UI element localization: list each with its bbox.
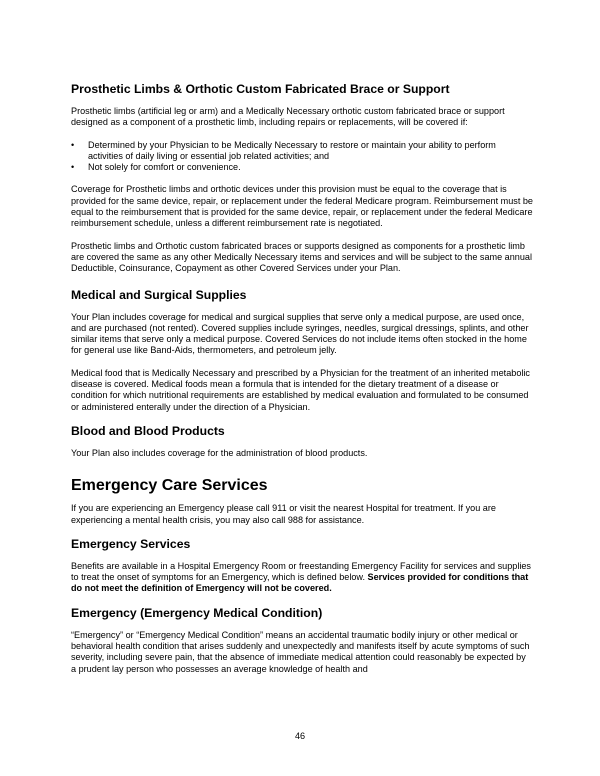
section-heading-prosthetic: Prosthetic Limbs & Orthotic Custom Fabricated Brace or Support xyxy=(71,82,450,96)
paragraph-prosthetic-cost-sharing: Prosthetic limbs and Orthotic custom fabricated braces or supports designed as components for a prosthetic limb are covered the same as any other Medically Necessary items and services and will be subject to the same annual Deductible, Coinsurance, Copayment as other Covered Services under your Plan. xyxy=(71,240,532,274)
paragraph-emergency-condition: “Emergency” or “Emergency Medical Condition” means an accidental traumatic bodily injury or other medical or behavioral health condition that arises suddenly and unexpectedly and manifests itself by acute symptoms of such severity, including severe pain, that the absence of immediate medical attention could reasonably be expected by a prudent lay person who possesses an average knowledge of health and xyxy=(71,629,530,674)
document-page xyxy=(71,82,533,686)
bullet-icon: • xyxy=(71,162,75,173)
paragraph-prosthetic-coverage: Coverage for Prosthetic limbs and orthotic devices under this provision must be equal to the coverage that is provided for the same device, repair, or replacement under the federal Medicare program. Reimbursement must be equal to the reimbursement that is provided for the same device, repair, or replacement under the federal Medicare reimbursement schedule, unless a different reimbursement rate is negotiated. xyxy=(71,184,533,229)
section-heading-emergency-condition: Emergency (Emergency Medical Condition) xyxy=(71,605,323,620)
paragraph-emergency-care: If you are experiencing an Emergency please call 911 or visit the nearest Hospital for treatment. If you are experiencing a mental health crisis, you may also call 988 for assistance. xyxy=(71,503,496,525)
list-item-text: Not solely for comfort or convenience. xyxy=(88,162,241,173)
paragraph-prosthetic-intro: Prosthetic limbs (artificial leg or arm) and a Medically Necessary orthotic custom fabricated brace or support designed as a component of a prosthetic limb, including repairs or replacements, will be covered if: xyxy=(71,106,505,128)
list-item xyxy=(71,140,533,163)
page-number: 46 xyxy=(294,731,306,741)
paragraph-medical-supplies: Your Plan includes coverage for medical and surgical supplies that serve only a medical purpose, are used once, and are purchased (not rented). Covered supplies include syringes, needles, surgical dressings, splints, and other similar items that serve only a medical purpose. Covered Services do not include items often stocked in the home for general use like Band-Aids, thermometers, and petroleum jelly. xyxy=(71,311,529,356)
paragraph-emergency-services-text: Benefits are available in a Hospital Emergency Room or freestanding Emergency Facility for services and supplies to treat the onset of symptoms for an Emergency, which is defined below. xyxy=(71,560,531,583)
paragraph-blood: Your Plan also includes coverage for the administration of blood products. xyxy=(71,447,368,458)
paragraph-emergency-services xyxy=(71,561,533,595)
list-item xyxy=(71,162,533,173)
list-item-text: Determined by your Physician to be Medically Necessary to restore or maintain your ability to perform activities of daily living or essential job related activities; and xyxy=(88,139,496,161)
section-heading-emergency-services: Emergency Services xyxy=(71,536,191,551)
bullet-icon: • xyxy=(71,139,75,150)
paragraph-medical-food: Medical food that is Medically Necessary and prescribed by a Physician for the treatment of an inherited metabolic disease is covered. Medical foods mean a formula that is intended for the dietary treatment of a disease or condition for which nutritional requirements are established by medical evaluation and formulated to be consumed or administered enterally under the direction of a Physician. xyxy=(71,367,530,412)
section-heading-blood: Blood and Blood Products xyxy=(71,423,225,438)
section-heading-emergency-care: Emergency Care Services xyxy=(71,477,268,495)
section-heading-medical-supplies: Medical and Surgical Supplies xyxy=(71,287,247,302)
bullet-list-prosthetic xyxy=(71,140,533,174)
paragraph-emergency-services-bold: Services provided for conditions that do not meet the definition of Emergency will not be covered. xyxy=(71,572,529,594)
